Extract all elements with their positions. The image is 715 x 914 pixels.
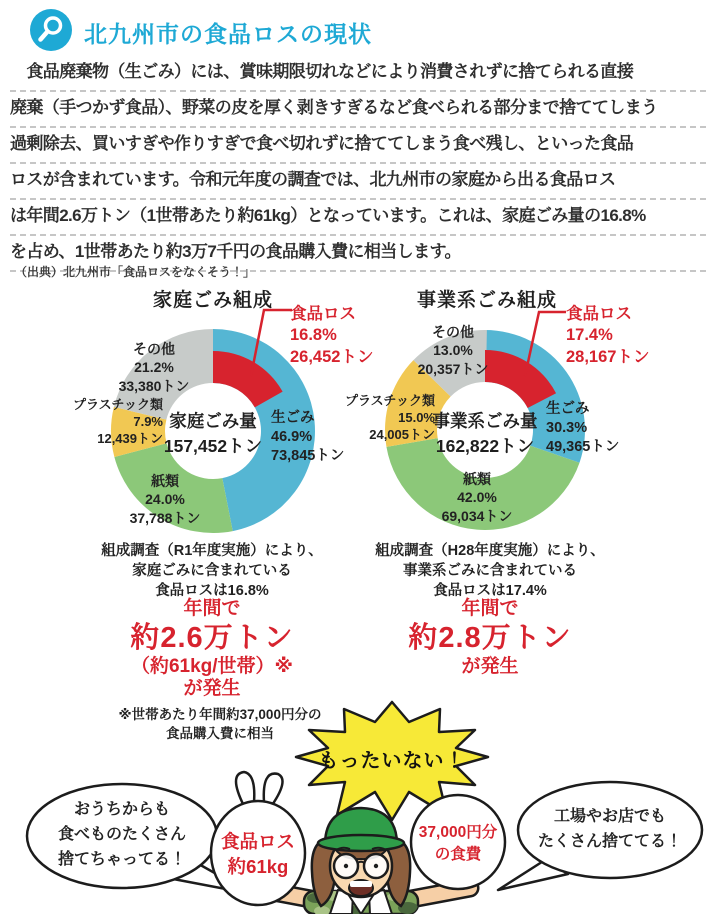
left-bubble-text: おうちからも 食べものたくさん 捨てちゃってる！ [57, 801, 186, 868]
donut-center-business: 事業系ごみ量 162,822トン [432, 411, 538, 456]
foodloss-callout-household: 食品ロス 16.8% 26,452トン [290, 305, 374, 366]
segment-label-plastic: プラスチック類 7.9% 12,439トン [73, 397, 163, 447]
highlight-business: 年間で 約2.8万トン が発生 [408, 598, 572, 678]
intro-line: 廃棄（手つかず食品）、野菜の皮を厚く剥きすぎるなど食べられる部分まで捨ててしまう [10, 92, 706, 128]
intro-line: は年間2.6万トン（1世帯あたり約61kg）となっています。これは、家庭ごみ量の16.8% [10, 200, 706, 236]
teeth [350, 881, 372, 887]
intro-line: ロスが含まれています。令和元年度の調査では、北九州市の家庭から出る食品ロス [10, 164, 706, 200]
donut-center-household: 家庭ごみ量 157,452トン [163, 411, 263, 456]
source-note: （出典）北九州市「食品ロスをなくそう！」 [15, 265, 256, 279]
chart-title-business: 事業系ごみ組成 [416, 290, 557, 311]
highlight-household: 年間で 約2.6万トン （約61kg/世帯）※ が発生 [130, 598, 294, 699]
intro-line: 食品廃棄物（生ごみ）には、賞味期限切れなどにより消費されずに捨てられる直接 [10, 56, 706, 92]
chart-caption-household: 組成調査（R1年度実施）により、 家庭ごみに含まれている 食品ロスは16.8% [101, 543, 323, 599]
foodloss-callout-business: 食品ロス 17.4% 28,167トン [566, 305, 650, 366]
segment-label-plastic: プラスチック類 15.0% 24,005トン [345, 393, 435, 443]
magnifier-icon [30, 9, 72, 51]
segment-label-paper: 紙類 42.0% 69,034トン [441, 471, 513, 524]
segment-label-other: その他 21.2% 33,380トン [118, 341, 190, 394]
segment-label-paper: 紙類 24.0% 37,788トン [129, 473, 201, 526]
segment-label-raw-garbage: 生ごみ 30.3% 49,365トン [546, 401, 620, 456]
pupil [374, 864, 378, 868]
footnote: ※世帯あたり年間約37,000円分の 食品購入費に相当 [118, 707, 322, 741]
intro-line: 過剰除去、買いすぎや作りすぎで食べ切れずに捨ててしまう食べ残し、といった食品 [10, 128, 706, 164]
pupil [344, 864, 348, 868]
cap-brim [318, 835, 404, 851]
chart-title-household: 家庭ごみ組成 [152, 290, 273, 311]
right-bubble-text: 工場やお店でも たくさん捨ててる！ [537, 808, 682, 850]
segment-label-raw-garbage: 生ごみ 46.9% 73,845トン [271, 410, 345, 465]
page-title: 北九州市の食品ロスの現状 [84, 21, 372, 47]
burst-label: もったいない！ [318, 750, 466, 772]
segment-label-other: その他 13.0% 20,357トン [417, 324, 489, 377]
intro-line: を占め、1世帯あたり約3万7千円の食品購入費に相当します。 [10, 236, 706, 272]
bag-label: 食品ロス 約61kg [220, 831, 295, 877]
money-label: 37,000円分 の食費 [418, 824, 498, 863]
chart-caption-business: 組成調査（H28年度実施）により、 事業系ごみに含まれている 食品ロスは17.4% [375, 543, 605, 599]
intro-paragraph [10, 56, 706, 272]
character [304, 808, 418, 914]
